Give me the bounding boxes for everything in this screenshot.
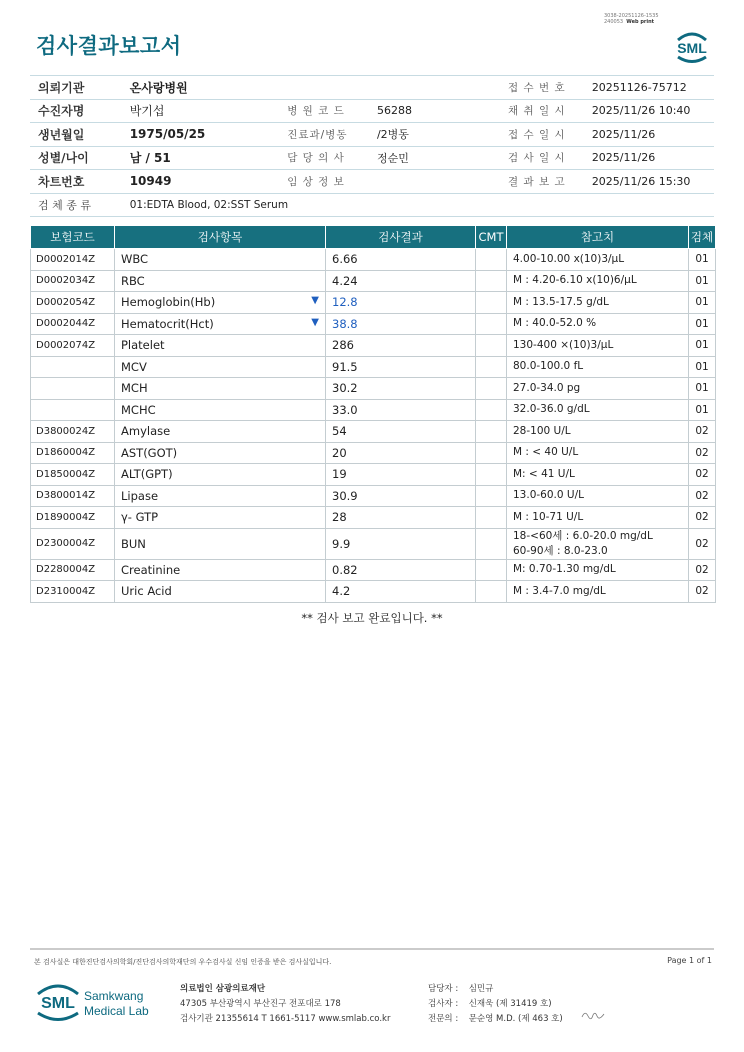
result-value: 38.8 [332,316,358,331]
print-code-line2-wrap [604,19,659,25]
reference-line: M : 3.4-7.0 mg/dL [513,584,606,597]
test-item: ALT(GPT) [115,464,326,486]
reference-line: 27.0-34.0 pg [513,381,581,394]
result-row [31,270,716,292]
reference-line: M: < 41 U/L [513,467,575,480]
info-value [373,76,504,100]
info-value: 남 / 51 [126,146,284,170]
result-row [31,442,716,464]
results-body [31,249,716,603]
reference-range [507,528,689,559]
corp-info [180,982,390,1027]
reference-line: 28-100 U/L [513,424,571,437]
cmt-cell [476,378,507,400]
low-flag-icon: ▼ [311,295,319,307]
staff-role: 검사자 : [428,999,459,1009]
test-item-label: Hematocrit(Hct) [121,316,214,331]
test-item: γ- GTP [115,507,326,529]
reference-range [507,313,689,335]
result-row [31,356,716,378]
result-value: 12.8 [332,295,358,310]
reference-line: M : 13.5-17.5 g/dL [513,295,609,308]
cmt-cell [476,399,507,421]
info-row [30,146,714,170]
specimen-code: 02 [689,485,716,507]
test-result: 91.5 [326,356,476,378]
test-item: AST(GOT) [115,442,326,464]
specimen-code: 01 [689,335,716,357]
insurance-code [31,356,115,378]
sml-logo-icon [672,26,712,66]
info-label: 성별/나이 [30,146,126,170]
test-item: WBC [115,249,326,271]
test-result: 4.24 [326,270,476,292]
result-row [31,313,716,335]
result-row [31,528,716,559]
reference-line: 4.00-10.00 x(10)3/μL [513,252,625,265]
cmt-cell [476,292,507,314]
print-code-line2: 240053 [604,19,624,25]
reference-line: 130-400 ×(10)3/μL [513,338,614,351]
insurance-code: D1850004Z [31,464,115,486]
info-value: 56288 [373,99,504,123]
info-value: 2025/11/26 10:40 [588,99,714,123]
info-label: 검 사 일 시 [504,146,588,170]
reference-line: M : 10-71 U/L [513,510,584,523]
info-label: 채 취 일 시 [504,99,588,123]
insurance-code: D2300004Z [31,528,115,559]
specimen-code: 02 [689,559,716,581]
test-item: Platelet [115,335,326,357]
cmt-cell [476,507,507,529]
certification-note: 본 검사실은 대한진단검사의학회/진단검사의학재단의 우수검사실 신임 인증을 받은 검사실입니다. [34,958,332,966]
test-item-label: Hemoglobin(Hb) [121,295,216,310]
patient-info-table [30,75,714,217]
specimen-code: 01 [689,270,716,292]
insurance-code: D0002074Z [31,335,115,357]
info-value [373,170,504,194]
corp-name: 의료법인 삼광의료재단 [180,984,266,994]
info-label: 임 상 정 보 [283,170,373,194]
result-row [31,249,716,271]
test-item: Creatinine [115,559,326,581]
result-row [31,507,716,529]
results-header-row [31,226,716,249]
cmt-cell [476,270,507,292]
staff-role: 전문의 : [428,1014,459,1024]
completion-text: ** 검사 보고 완료입니다. ** [301,611,443,625]
reference-range [507,270,689,292]
low-flag-icon: ▼ [311,316,319,328]
cmt-cell [476,442,507,464]
specimen-code: 01 [689,313,716,335]
cmt-cell [476,356,507,378]
reference-range [507,378,689,400]
info-label: 접 수 번 호 [504,76,588,100]
specimen-code: 02 [689,421,716,443]
test-item: MCV [115,356,326,378]
reference-range [507,249,689,271]
cmt-cell [476,528,507,559]
test-result [326,313,476,335]
info-value: 온사랑병원 [126,76,284,100]
test-result: 30.2 [326,378,476,400]
result-row [31,292,716,314]
test-result: 28 [326,507,476,529]
info-label: 담 당 의 사 [283,146,373,170]
sml-logo-text: SML [677,40,707,56]
specimen-code: 01 [689,378,716,400]
test-result: 33.0 [326,399,476,421]
info-row [30,76,714,100]
header-specimen: 검체 [689,226,716,249]
info-label: 수진자명 [30,99,126,123]
insurance-code: D0002014Z [31,249,115,271]
test-result: 19 [326,464,476,486]
test-item [115,313,326,335]
info-label: 생년월일 [30,123,126,147]
specimen-code: 02 [689,581,716,603]
reference-line: 60-90세 : 8.0-23.0 [513,544,608,557]
insurance-code: D2280004Z [31,559,115,581]
corp-address: 47305 부산광역시 부산진구 전포대로 178 [180,999,341,1009]
insurance-code: D1860004Z [31,442,115,464]
insurance-code [31,378,115,400]
reference-line: 18-<60세 : 6.0-20.0 mg/dL [513,529,653,542]
result-row [31,581,716,603]
info-value: 1975/05/25 [126,123,284,147]
footer-logo-line1: Samkwang [84,989,144,1003]
insurance-code: D2310004Z [31,581,115,603]
print-code-line1: 3038-20251126-1535 [604,13,659,19]
test-item: MCH [115,378,326,400]
test-item: Uric Acid [115,581,326,603]
info-label: 검 체 종 류 [30,193,126,217]
info-value: 정순민 [373,146,504,170]
footer-logo-line2: Medical Lab [84,1004,149,1018]
staff-info [428,982,563,1027]
staff-name: 심민규 [468,984,494,994]
info-value: 10949 [126,170,284,194]
result-row [31,559,716,581]
test-result: 286 [326,335,476,357]
insurance-code: D1890004Z [31,507,115,529]
test-item: RBC [115,270,326,292]
info-label: 의뢰기관 [30,76,126,100]
insurance-code: D0002034Z [31,270,115,292]
header-result: 검사결과 [326,226,476,249]
result-row [31,335,716,357]
specimen-code: 01 [689,356,716,378]
info-label: 차트번호 [30,170,126,194]
test-result [326,292,476,314]
report-title: 검사결과보고서 [36,34,182,58]
test-item: MCHC [115,399,326,421]
page-number: Page 1 of 1 [667,956,712,965]
cmt-cell [476,249,507,271]
cmt-cell [476,464,507,486]
info-row [30,170,714,194]
insurance-code: D3800024Z [31,421,115,443]
test-result: 20 [326,442,476,464]
test-item: Amylase [115,421,326,443]
result-row [31,399,716,421]
insurance-code: D0002044Z [31,313,115,335]
reference-range [507,292,689,314]
staff-row [428,1012,563,1027]
reference-line: M : 40.0-52.0 % [513,317,597,330]
test-result: 4.2 [326,581,476,603]
reference-range [507,335,689,357]
reference-line: M: 0.70-1.30 mg/dL [513,563,616,576]
samkwang-logo-icon [36,980,160,1024]
cmt-cell [476,313,507,335]
reference-range [507,421,689,443]
specimen-code: 02 [689,507,716,529]
info-value: 2025/11/26 [588,146,714,170]
insurance-code: D3800014Z [31,485,115,507]
test-result: 30.9 [326,485,476,507]
info-label: 접 수 일 시 [504,123,588,147]
test-result: 6.66 [326,249,476,271]
reference-line: M : 4.20-6.10 x(10)6/μL [513,274,637,287]
info-value: 2025/11/26 15:30 [588,170,714,194]
reference-range [507,399,689,421]
corp-contact: 검사기관 21355614 T 1661-5117 www.smlab.co.kr [180,1014,391,1024]
signature-icon [580,1008,606,1022]
info-label: 진료과/병동 [283,123,373,147]
reference-line: 32.0-36.0 g/dL [513,403,590,416]
reference-range [507,559,689,581]
print-code [604,13,659,25]
result-row [31,378,716,400]
reference-line: M : < 40 U/L [513,446,579,459]
result-row [31,485,716,507]
reference-line: 13.0-60.0 U/L [513,489,584,502]
header-ref: 참고치 [507,226,689,249]
specimen-code: 02 [689,442,716,464]
reference-range [507,581,689,603]
test-item: Lipase [115,485,326,507]
info-row [30,193,714,217]
specimen-code: 01 [689,249,716,271]
web-print-label: Web print [626,19,655,25]
results-table [30,225,716,603]
header-cmt: CMT [476,226,507,249]
specimen-code: 01 [689,399,716,421]
staff-row [428,997,563,1012]
reference-line: 80.0-100.0 fL [513,360,584,373]
info-label: 결 과 보 고 [504,170,588,194]
info-label: 병 원 코 드 [283,99,373,123]
test-result: 54 [326,421,476,443]
staff-role: 담당자 : [428,984,459,994]
cmt-cell [476,421,507,443]
reference-range [507,485,689,507]
info-value: 20251126-75712 [588,76,714,100]
test-result: 9.9 [326,528,476,559]
footer-divider [30,948,714,950]
info-row [30,123,714,147]
test-item [115,292,326,314]
info-value: 박기섭 [126,99,284,123]
reference-range [507,356,689,378]
footer-logo-brand: SML [41,995,75,1012]
info-value: 01:EDTA Blood, 02:SST Serum [126,193,714,217]
result-row [31,421,716,443]
specimen-code: 02 [689,464,716,486]
cmt-cell [476,485,507,507]
header-item: 검사항목 [115,226,326,249]
cmt-cell [476,581,507,603]
test-result: 0.82 [326,559,476,581]
insurance-code [31,399,115,421]
info-label [283,76,373,100]
specimen-code: 02 [689,528,716,559]
cmt-cell [476,559,507,581]
test-item: BUN [115,528,326,559]
info-row [30,99,714,123]
insurance-code: D0002054Z [31,292,115,314]
info-value: /2병동 [373,123,504,147]
reference-range [507,442,689,464]
reference-range [507,464,689,486]
reference-range [507,507,689,529]
cmt-cell [476,335,507,357]
staff-row [428,982,563,997]
specimen-code: 01 [689,292,716,314]
staff-name: 신재욱 (제 31419 호) [468,999,552,1009]
header-code: 보험코드 [31,226,115,249]
staff-name: 문순영 M.D. (제 463 호) [468,1014,563,1024]
info-value: 2025/11/26 [588,123,714,147]
result-row [31,464,716,486]
